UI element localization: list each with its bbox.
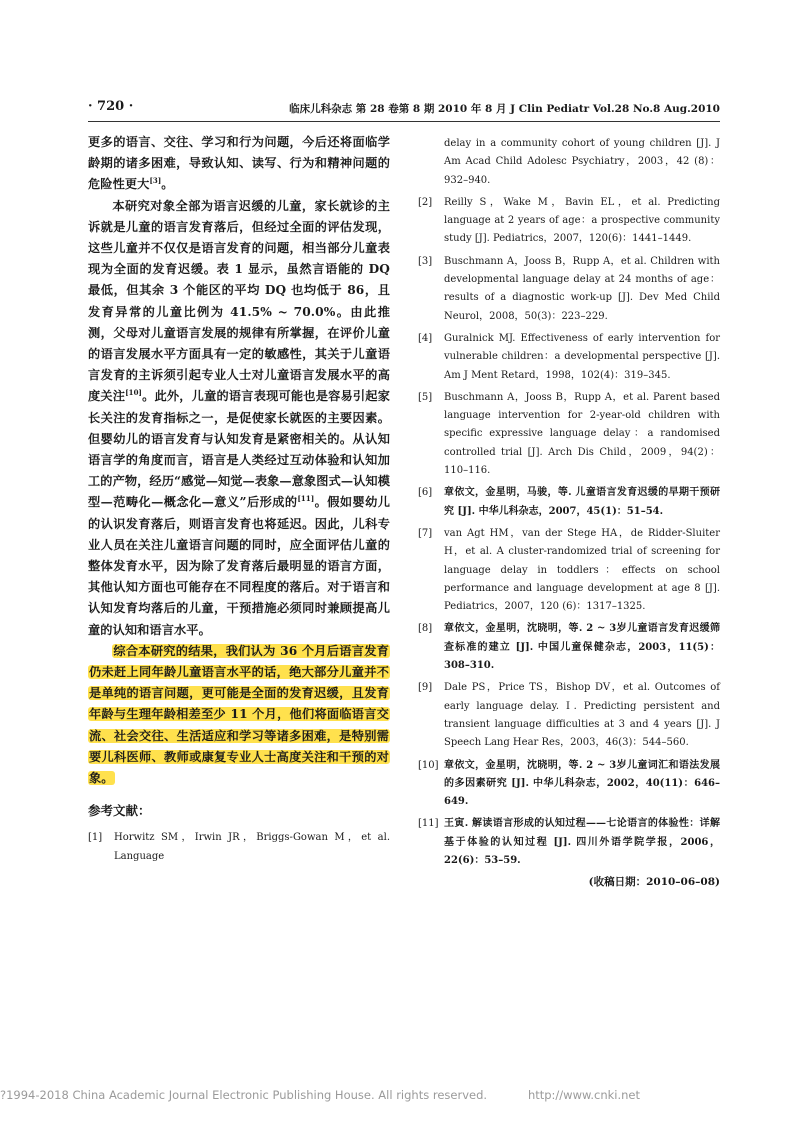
reference-item: [10] 章依文，金星明，沈晓明，等. 2 ~ 3岁儿童词汇和语法发展的多因素研究 [J]. 中华儿科杂志，2002，40(11)：646–649. bbox=[418, 759, 720, 808]
footer-url: http://www.cnki.net bbox=[527, 1088, 640, 1102]
reference-item: [5] Buschmann A，Jooss B，Rupp A，et al. Parent based language intervention for 2-year-old children with specific expressive language delay：a randomised controlled trial [J]. Arch Dis Child，2009，94(2)：110–116. bbox=[418, 391, 720, 477]
reference-item: [11] 王寅. 解读语言形成的认知过程——七论语言的体验性：详解基于体验的认知过程 [J]. 四川外语学院学报，2006，22(6)：53–59. bbox=[418, 818, 720, 866]
highlighted-text: 综合本研究的结果，我们认为 36 个月后语言发育仍未赶上同年龄儿童语言水平的话，绝大部分儿童并不是单纯的语言问题，更可能是全面的发育迟缓，且发育年龄与生理年龄相差至少 11 个月，他们将面临语言交流、社会交往、生活适应和学习等诸多困难，是特别需要儿科医师、教师或康复专业人士高度关注和干预的对象。 bbox=[89, 643, 389, 786]
reference-continuation: delay in a community cohort of young children [J]. J Am Acad Child Adolesc Psychiatry，2003，42 (8)：932–940. bbox=[444, 138, 720, 186]
page-number: · 720 · bbox=[88, 99, 134, 114]
citation-sup: [3] bbox=[149, 176, 162, 186]
paragraph-continued: 更多的语言、交往、学习和行为问题，今后还将面临学龄期的诸多困难，导致认知、读写、行为和精神问题的危险性更大[3]。 bbox=[88, 135, 390, 192]
reference-item: [9] Dale PS，Price TS，Bishop DV，et al. Outcomes of early language delay. Ⅰ. Predicting persistent and transient language difficulties at 3 and 4 years [J]. J Speech Lang Hear Res，2003，46(3)：544–560. bbox=[418, 682, 720, 749]
reference-item: [1] Horwitz SM，Irwin JR，Briggs-Gowan M，et al. Language bbox=[88, 832, 390, 862]
reference-item: [4] Guralnick MJ. Effectiveness of early intervention for vulnerable children：a developmental perspective [J]. Am J Ment Retard，1998，102(4)：319–345. bbox=[418, 332, 720, 381]
copyright-notice: ?1994-2018 China Academic Journal Electronic Publishing House. All rights reserved. bbox=[0, 1088, 488, 1102]
reference-list bbox=[418, 194, 720, 870]
citation-sup: [10] bbox=[125, 388, 142, 398]
running-header bbox=[88, 99, 720, 121]
paragraph-conclusion-highlighted bbox=[88, 641, 390, 789]
reference-item: [8] 章依文，金星明，沈晓明，等. 2 ~ 3岁儿童语言发育迟缓筛查标准的建立 [J]. 中国儿童保健杂志，2003，11(5)：308–310. bbox=[418, 623, 720, 672]
copyright-footer bbox=[0, 1088, 800, 1104]
right-column bbox=[418, 135, 720, 889]
paragraph-discussion: 本研究对象全部为语言迟缓的儿童，家长就诊的主诉就是儿童的语言发育落后，但经过全面的评估发现，这些儿童并不仅仅是语言发育的问题，相当部分儿童表现为全面的发育迟缓。表 1 显示，虽然言语能的 DQ 最低，但其余 3 个能区的平均 DQ 也均低于 86，且发育异常的儿童比例为 41.5% ~ 70.0%。由此推测，父母对儿童语言发展的规律有所掌握，在评价儿童的语言发展水平方面具有一定的敏感性，其关于儿童语言发育的主诉须引起专业人士对儿童语言发展水平的高度关注[10]。此外，儿童的语言表现可能也是容易引起家长关注的发育指标之一，是促使家长就医的主要因素。但婴幼儿的语言发育与认知发育是紧密相关的。从认知语言学的角度而言，语言是人类经过互动体验和认知加工的产物，经历“感觉—知觉—表象—意象图式—认知模型—范畴化—概念化—意义”后形成的[11]。假如婴幼儿的认识发育落后，则语言发育也将延迟。因此，儿科专业人员在关注儿童语言问题的同时，应全面评估儿童的整体发育水平，因为除了发育落后最明显的语言方面，其他认知方面也可能存在不同程度的落后。对于语言和认知发育均落后的儿童，干预措施必须同时兼顾提高儿童的认知和语言水平。 bbox=[88, 198, 391, 637]
reference-item: [7] van Agt HM，van der Stege HA，de Ridder-Sluiter H，et al. A cluster-randomized trial of screening for language delay in toddlers：effects on school performance and language development at age 8 [J]. Pediatrics，2007，120 (6)：1317–1325. bbox=[418, 527, 720, 613]
reference-item: [3] Buschmann A，Jooss B，Rupp A，et al. Children with developmental language delay at 24 months of age：results of a diagnostic work-up [J]. Dev Med Child Neurol，2008，50(3)：223–229. bbox=[418, 255, 720, 322]
references-heading: 参考文献： bbox=[88, 803, 151, 819]
received-date: (收稿日期：2010–06–08) bbox=[588, 876, 720, 889]
reference-item: [6] 章依文，金星明，马骏，等. 儿童语言发育迟缓的早期干预研究 [J]. 中华儿科杂志，2007，45(1)：51–54. bbox=[418, 487, 720, 517]
header-rule bbox=[88, 121, 720, 122]
citation-sup: [11] bbox=[297, 494, 315, 504]
left-column bbox=[88, 132, 390, 870]
reference-item: [2] Reilly S，Wake M，Bavin EL，et al. Predicting language at 2 years of age：a prospective community study [J]. Pediatrics，2007，120(6)：1441–1449. bbox=[418, 196, 720, 245]
journal-citation-line: 临床儿科杂志 第 28 卷第 8 期 2010 年 8 月 J Clin Pediatr Vol.28 No.8 Aug.2010 bbox=[289, 103, 720, 115]
